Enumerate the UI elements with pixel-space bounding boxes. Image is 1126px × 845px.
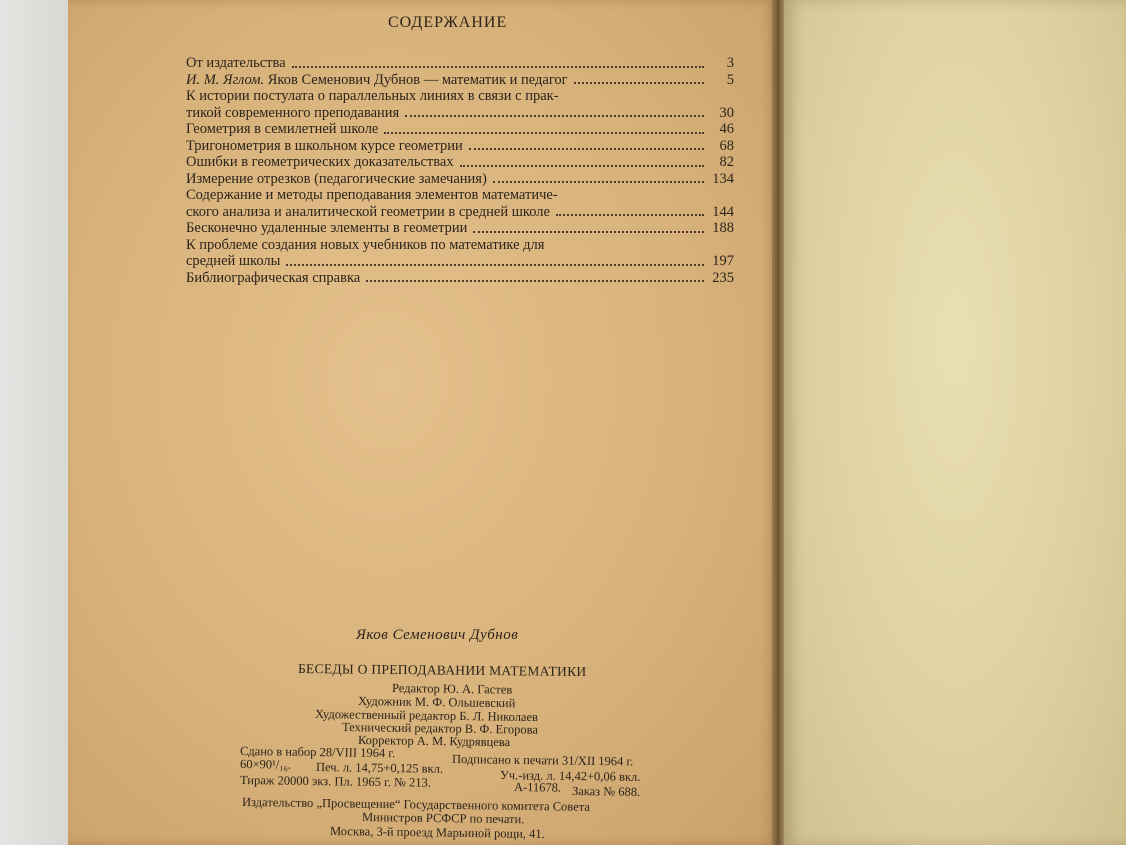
- toc-entry: [186, 55, 734, 72]
- toc-entry-author: И. М. Яглом.: [186, 71, 265, 88]
- toc-title: СОДЕРЖАНИЕ: [388, 14, 508, 31]
- toc-entry: [186, 171, 734, 188]
- toc-entry-text: [186, 121, 378, 138]
- toc-entry: [186, 138, 734, 155]
- toc-page-number: 46: [719, 121, 734, 137]
- toc-page-number: 188: [712, 220, 734, 236]
- toc-entry-text: [186, 138, 463, 155]
- toc-page-number: 68: [719, 137, 734, 154]
- imprint-sent: Сдано в набор 28/VIII 1964 г.: [239, 744, 396, 761]
- toc-entry-title: тикой современного преподавания: [186, 104, 400, 121]
- toc-entry-title: Тригонометрия в школьном курсе геометрии: [186, 137, 463, 154]
- toc-page-number: 235: [712, 269, 734, 286]
- toc-entry-text: [186, 204, 550, 221]
- imprint-print-sheets: Печ. л. 14,75+0,125 вкл.: [315, 760, 444, 776]
- imprint-run: Тираж 20000 экз. Пл. 1965 г. № 213.: [239, 773, 432, 790]
- imprint-publisher-line2: Министров РСФСР по печати.: [361, 810, 525, 827]
- toc-page-number: 134: [712, 170, 734, 187]
- toc-entry-title: Ошибки в геометрических доказательствах: [186, 154, 454, 170]
- imprint-corrector: Корректор А. М. Кудрявцева: [357, 733, 511, 750]
- toc-page-number: 144: [712, 203, 734, 220]
- toc-leader-dots: [493, 181, 704, 183]
- toc-entry: [186, 237, 734, 270]
- background-left: [0, 0, 70, 845]
- toc-entry: [186, 270, 734, 287]
- toc-entry: [186, 154, 734, 171]
- imprint-publisher-line1: Издательство „Просвещение“ Государственного комитета Совета: [241, 795, 591, 814]
- table-of-contents: [186, 55, 734, 286]
- toc-leader-dots: [286, 264, 704, 266]
- toc-entry-text: [186, 105, 399, 122]
- toc-leader-dots: [405, 115, 704, 117]
- toc-entry-text: [186, 253, 280, 270]
- toc-entry-text: Содержание и методы преподавания элементов математиче-: [186, 187, 558, 203]
- toc-entry-title: Измерение отрезков (педагогические замечания): [186, 170, 487, 187]
- toc-leader-dots: [556, 214, 704, 216]
- toc-entry-text: [186, 270, 360, 287]
- toc-leader-dots: [574, 82, 704, 84]
- toc-entry-text: К проблеме создания новых учебников по математике для: [186, 236, 545, 253]
- imprint-signed: Подписано к печати 31/XII 1964 г.: [451, 752, 634, 769]
- imprint-editor: Редактор Ю. А. Гастев: [391, 681, 513, 697]
- toc-leader-dots: [469, 148, 704, 150]
- toc-entry-text: К истории постулата о параллельных линиях в связи с прак-: [186, 88, 559, 104]
- toc-entry-text: [186, 171, 487, 188]
- toc-entry-title: ского анализа и аналитической геометрии в средней школе: [186, 203, 550, 220]
- toc-leader-dots: [384, 132, 704, 134]
- toc-entry: [186, 187, 734, 220]
- imprint-tech-editor: Технический редактор В. Ф. Егорова: [341, 720, 539, 737]
- toc-entry: [186, 88, 734, 121]
- imprint-address: Москва, 3-й проезд Марьиной рощи, 41.: [329, 824, 545, 841]
- toc-entry-text: [186, 55, 286, 72]
- toc-page-number: 5: [726, 71, 734, 88]
- imprint-art-editor: Художественный редактор Б. Л. Николаев: [314, 707, 539, 725]
- toc-page-number: 30: [719, 104, 734, 121]
- toc-entry: [186, 72, 734, 89]
- imprint-author: Яков Семенович Дубнов: [356, 627, 519, 643]
- toc-entry-text: [186, 220, 467, 237]
- toc-leader-dots: [460, 165, 704, 167]
- imprint-pub-sheets: Уч.-изд. л. 14,42+0,06 вкл.: [499, 768, 641, 784]
- imprint-format: 60×90¹/₁₆.: [239, 757, 292, 772]
- toc-leader-dots: [366, 280, 704, 282]
- imprint-code: А-11678.: [513, 780, 562, 795]
- toc-entry-title: Геометрия в семилетней школе: [186, 121, 379, 137]
- toc-page-number: 197: [712, 253, 734, 269]
- toc-page-number: 82: [719, 154, 734, 170]
- toc-page-number: 3: [726, 55, 734, 71]
- toc-entry: [186, 220, 734, 237]
- toc-entry-title: От издательства: [186, 55, 286, 71]
- toc-entry-text: [186, 154, 454, 171]
- toc-entry-title: Яков Семенович Дубнов — математик и педагог: [267, 71, 568, 88]
- toc-entry: [186, 121, 734, 138]
- imprint-order: Заказ № 688.: [571, 784, 641, 799]
- toc-entry-title: Библиографическая справка: [186, 269, 361, 286]
- imprint-artist: Художник М. Ф. Ольшевский: [357, 694, 516, 711]
- toc-entry-title: Бесконечно удаленные элементы в геометрии: [186, 220, 468, 236]
- toc-leader-dots: [473, 231, 704, 233]
- imprint-title: БЕСЕДЫ О ПРЕПОДАВАНИИ МАТЕМАТИКИ: [297, 661, 587, 680]
- toc-entry-title: средней школы: [186, 253, 281, 269]
- toc-entry-text: [186, 72, 568, 89]
- toc-leader-dots: [292, 66, 704, 68]
- right-page: [784, 0, 1126, 845]
